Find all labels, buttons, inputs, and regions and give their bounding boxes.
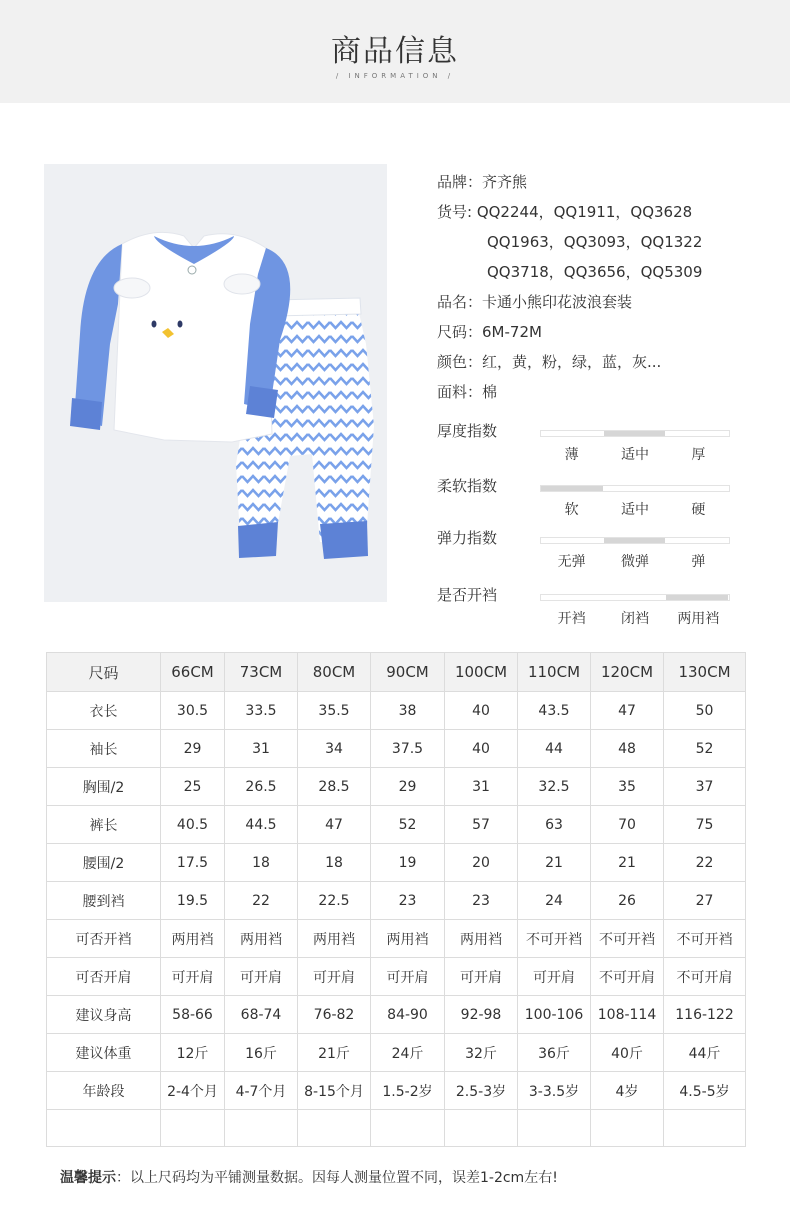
meter-segment bbox=[666, 486, 729, 491]
item-number-line: 货号: QQ2244，QQ1911，QQ3628 bbox=[437, 203, 693, 221]
table-cell: 92-98 bbox=[445, 996, 518, 1034]
table-cell: 73CM bbox=[225, 653, 298, 692]
table-cell: 4.5-5岁 bbox=[664, 1072, 746, 1110]
table-cell: 100-106 bbox=[518, 996, 591, 1034]
row-label-cell: 腰到裆 bbox=[47, 882, 161, 920]
meter-segment bbox=[604, 486, 667, 491]
row-label-cell: 腰围/2 bbox=[47, 844, 161, 882]
table-cell: 12斤 bbox=[161, 1034, 225, 1072]
table-cell: 29 bbox=[371, 768, 445, 806]
tip-label: 温馨提示 bbox=[60, 1170, 116, 1186]
table-cell: 2-4个月 bbox=[161, 1072, 225, 1110]
table-cell: 24斤 bbox=[371, 1034, 445, 1072]
table-cell: 33.5 bbox=[225, 692, 298, 730]
row-label-cell: 可否开裆 bbox=[47, 920, 161, 958]
table-cell: 80CM bbox=[298, 653, 371, 692]
meter-segment bbox=[666, 431, 729, 436]
table-cell: 21 bbox=[591, 844, 664, 882]
table-cell: 36斤 bbox=[518, 1034, 591, 1072]
meter-option: 适中 bbox=[620, 447, 649, 463]
table-cell: 22 bbox=[225, 882, 298, 920]
top-shirt bbox=[70, 232, 290, 442]
meter-label: 是否开裆 bbox=[437, 586, 498, 604]
meter-option: 无弹 bbox=[557, 554, 586, 570]
table-cell: 19 bbox=[371, 844, 445, 882]
meter-label: 厚度指数 bbox=[437, 422, 498, 440]
table-cell: 32斤 bbox=[445, 1034, 518, 1072]
table-cell: 40斤 bbox=[591, 1034, 664, 1072]
table-cell: 37 bbox=[664, 768, 746, 806]
table-cell: 32.5 bbox=[518, 768, 591, 806]
meter-option: 闭裆 bbox=[620, 611, 649, 627]
table-cell: 84-90 bbox=[371, 996, 445, 1034]
table-cell: 25 bbox=[161, 768, 225, 806]
section-header bbox=[0, 0, 790, 103]
table-cell: 44.5 bbox=[225, 806, 298, 844]
table-row bbox=[47, 958, 746, 996]
tip-text: ：以上尺码均为平铺测量数据。因每人测量位置不同，误差1-2cm左右! bbox=[116, 1170, 558, 1186]
table-cell bbox=[591, 1110, 664, 1147]
table-cell: 40.5 bbox=[161, 806, 225, 844]
table-cell: 不可开裆 bbox=[518, 920, 591, 958]
table-row bbox=[47, 692, 746, 730]
brand-line: 品牌：齐齐熊 bbox=[437, 173, 528, 191]
table-cell: 不可开肩 bbox=[591, 958, 664, 996]
size-table-body bbox=[47, 653, 746, 1147]
table-cell: 18 bbox=[298, 844, 371, 882]
table-row bbox=[47, 806, 746, 844]
table-cell: 37.5 bbox=[371, 730, 445, 768]
table-cell: 90CM bbox=[371, 653, 445, 692]
row-label-cell bbox=[47, 1110, 161, 1147]
table-cell: 两用裆 bbox=[161, 920, 225, 958]
table-row-empty bbox=[47, 1110, 746, 1147]
table-cell: 可开肩 bbox=[225, 958, 298, 996]
table-cell: 44 bbox=[518, 730, 591, 768]
table-cell: 63 bbox=[518, 806, 591, 844]
table-cell: 48 bbox=[591, 730, 664, 768]
meter-label: 弹力指数 bbox=[437, 529, 498, 547]
table-row bbox=[47, 844, 746, 882]
table-cell: 31 bbox=[445, 768, 518, 806]
meter-bar bbox=[540, 537, 730, 544]
table-cell bbox=[518, 1110, 591, 1147]
table-cell: 可开肩 bbox=[371, 958, 445, 996]
table-cell: 两用裆 bbox=[445, 920, 518, 958]
table-cell: 可开肩 bbox=[518, 958, 591, 996]
table-cell: 21斤 bbox=[298, 1034, 371, 1072]
table-cell bbox=[225, 1110, 298, 1147]
table-cell: 44斤 bbox=[664, 1034, 746, 1072]
size-range-line: 尺码：6M-72M bbox=[437, 323, 542, 341]
table-cell: 两用裆 bbox=[225, 920, 298, 958]
table-cell: 30.5 bbox=[161, 692, 225, 730]
meter-option: 硬 bbox=[691, 502, 706, 518]
meter-option: 开裆 bbox=[557, 611, 586, 627]
table-cell: 110CM bbox=[518, 653, 591, 692]
meter-segment bbox=[541, 538, 604, 543]
meter-bar bbox=[540, 485, 730, 492]
pajama-set-illustration bbox=[44, 164, 387, 602]
table-cell: 27 bbox=[664, 882, 746, 920]
table-cell: 22.5 bbox=[298, 882, 371, 920]
table-cell: 29 bbox=[161, 730, 225, 768]
table-cell: 66CM bbox=[161, 653, 225, 692]
table-header-row bbox=[47, 653, 746, 692]
product-info bbox=[437, 167, 777, 407]
table-cell: 108-114 bbox=[591, 996, 664, 1034]
size-table bbox=[46, 652, 746, 1147]
meter-bar bbox=[540, 430, 730, 437]
table-cell: 75 bbox=[664, 806, 746, 844]
table-cell bbox=[371, 1110, 445, 1147]
row-label-cell: 胸围/2 bbox=[47, 768, 161, 806]
table-row bbox=[47, 996, 746, 1034]
table-cell bbox=[161, 1110, 225, 1147]
footer-tip bbox=[60, 1167, 558, 1187]
table-cell: 4岁 bbox=[591, 1072, 664, 1110]
table-cell: 35 bbox=[591, 768, 664, 806]
table-cell: 8-15个月 bbox=[298, 1072, 371, 1110]
table-cell: 可开肩 bbox=[298, 958, 371, 996]
meter-segment bbox=[541, 486, 604, 491]
meter-option: 厚 bbox=[691, 447, 706, 463]
item-number-line: QQ3718，QQ3656，QQ5309 bbox=[487, 263, 703, 281]
item-number-line: QQ1963，QQ3093，QQ1322 bbox=[487, 233, 703, 251]
table-cell: 22 bbox=[664, 844, 746, 882]
meter-option: 适中 bbox=[620, 502, 649, 518]
meter-segment bbox=[666, 595, 729, 600]
table-row bbox=[47, 882, 746, 920]
row-label-cell: 可否开肩 bbox=[47, 958, 161, 996]
table-cell: 24 bbox=[518, 882, 591, 920]
meter-option: 薄 bbox=[564, 447, 579, 463]
table-cell: 17.5 bbox=[161, 844, 225, 882]
row-label-cell: 尺码 bbox=[47, 653, 161, 692]
table-cell: 47 bbox=[591, 692, 664, 730]
table-cell: 可开肩 bbox=[161, 958, 225, 996]
product-name-line: 品名：卡通小熊印花波浪套装 bbox=[437, 293, 633, 311]
meter-segment bbox=[666, 538, 729, 543]
table-cell: 28.5 bbox=[298, 768, 371, 806]
table-cell: 52 bbox=[664, 730, 746, 768]
table-cell: 52 bbox=[371, 806, 445, 844]
table-cell: 4-7个月 bbox=[225, 1072, 298, 1110]
table-cell: 34 bbox=[298, 730, 371, 768]
table-cell: 不可开裆 bbox=[664, 920, 746, 958]
row-label-cell: 衣长 bbox=[47, 692, 161, 730]
meter-label: 柔软指数 bbox=[437, 477, 498, 495]
meter-segment bbox=[604, 431, 667, 436]
table-cell: 23 bbox=[371, 882, 445, 920]
section-subtitle: / INFORMATION / bbox=[335, 72, 455, 80]
row-label-cell: 裤长 bbox=[47, 806, 161, 844]
meter-segment bbox=[541, 595, 604, 600]
table-cell: 18 bbox=[225, 844, 298, 882]
table-cell: 20 bbox=[445, 844, 518, 882]
table-cell: 2.5-3岁 bbox=[445, 1072, 518, 1110]
row-label-cell: 建议体重 bbox=[47, 1034, 161, 1072]
table-cell: 3-3.5岁 bbox=[518, 1072, 591, 1110]
table-cell: 100CM bbox=[445, 653, 518, 692]
table-row bbox=[47, 1072, 746, 1110]
product-photo bbox=[44, 164, 387, 602]
table-cell: 76-82 bbox=[298, 996, 371, 1034]
meter-option: 两用裆 bbox=[677, 611, 720, 627]
table-cell: 26 bbox=[591, 882, 664, 920]
table-cell: 16斤 bbox=[225, 1034, 298, 1072]
table-cell: 58-66 bbox=[161, 996, 225, 1034]
table-cell bbox=[445, 1110, 518, 1147]
meter-option: 微弹 bbox=[620, 554, 649, 570]
table-row bbox=[47, 1034, 746, 1072]
row-label-cell: 年龄段 bbox=[47, 1072, 161, 1110]
section-title: 商品信息 bbox=[331, 34, 459, 69]
table-cell: 130CM bbox=[664, 653, 746, 692]
table-cell bbox=[298, 1110, 371, 1147]
color-line: 颜色：红，黄，粉，绿，蓝，灰... bbox=[437, 353, 662, 371]
meter-segment bbox=[604, 538, 667, 543]
table-cell: 47 bbox=[298, 806, 371, 844]
row-label-cell: 建议身高 bbox=[47, 996, 161, 1034]
table-cell: 57 bbox=[445, 806, 518, 844]
table-cell: 1.5-2岁 bbox=[371, 1072, 445, 1110]
fabric-line: 面料：棉 bbox=[437, 383, 498, 401]
table-row bbox=[47, 768, 746, 806]
table-cell bbox=[664, 1110, 746, 1147]
row-label-cell: 袖长 bbox=[47, 730, 161, 768]
meter-option: 弹 bbox=[691, 554, 706, 570]
table-cell: 70 bbox=[591, 806, 664, 844]
table-cell: 21 bbox=[518, 844, 591, 882]
table-cell: 68-74 bbox=[225, 996, 298, 1034]
table-cell: 26.5 bbox=[225, 768, 298, 806]
table-cell: 31 bbox=[225, 730, 298, 768]
table-row bbox=[47, 730, 746, 768]
table-row bbox=[47, 920, 746, 958]
table-cell: 116-122 bbox=[664, 996, 746, 1034]
table-cell: 两用裆 bbox=[371, 920, 445, 958]
table-cell: 可开肩 bbox=[445, 958, 518, 996]
table-cell: 不可开肩 bbox=[664, 958, 746, 996]
meter-bar bbox=[540, 594, 730, 601]
table-cell: 120CM bbox=[591, 653, 664, 692]
table-cell: 40 bbox=[445, 692, 518, 730]
table-cell: 50 bbox=[664, 692, 746, 730]
table-cell: 35.5 bbox=[298, 692, 371, 730]
meter-option: 软 bbox=[564, 502, 579, 518]
table-cell: 两用裆 bbox=[298, 920, 371, 958]
table-cell: 40 bbox=[445, 730, 518, 768]
table-cell: 38 bbox=[371, 692, 445, 730]
table-cell: 不可开裆 bbox=[591, 920, 664, 958]
table-cell: 43.5 bbox=[518, 692, 591, 730]
table-cell: 23 bbox=[445, 882, 518, 920]
table-cell: 19.5 bbox=[161, 882, 225, 920]
meter-segment bbox=[604, 595, 667, 600]
meter-segment bbox=[541, 431, 604, 436]
